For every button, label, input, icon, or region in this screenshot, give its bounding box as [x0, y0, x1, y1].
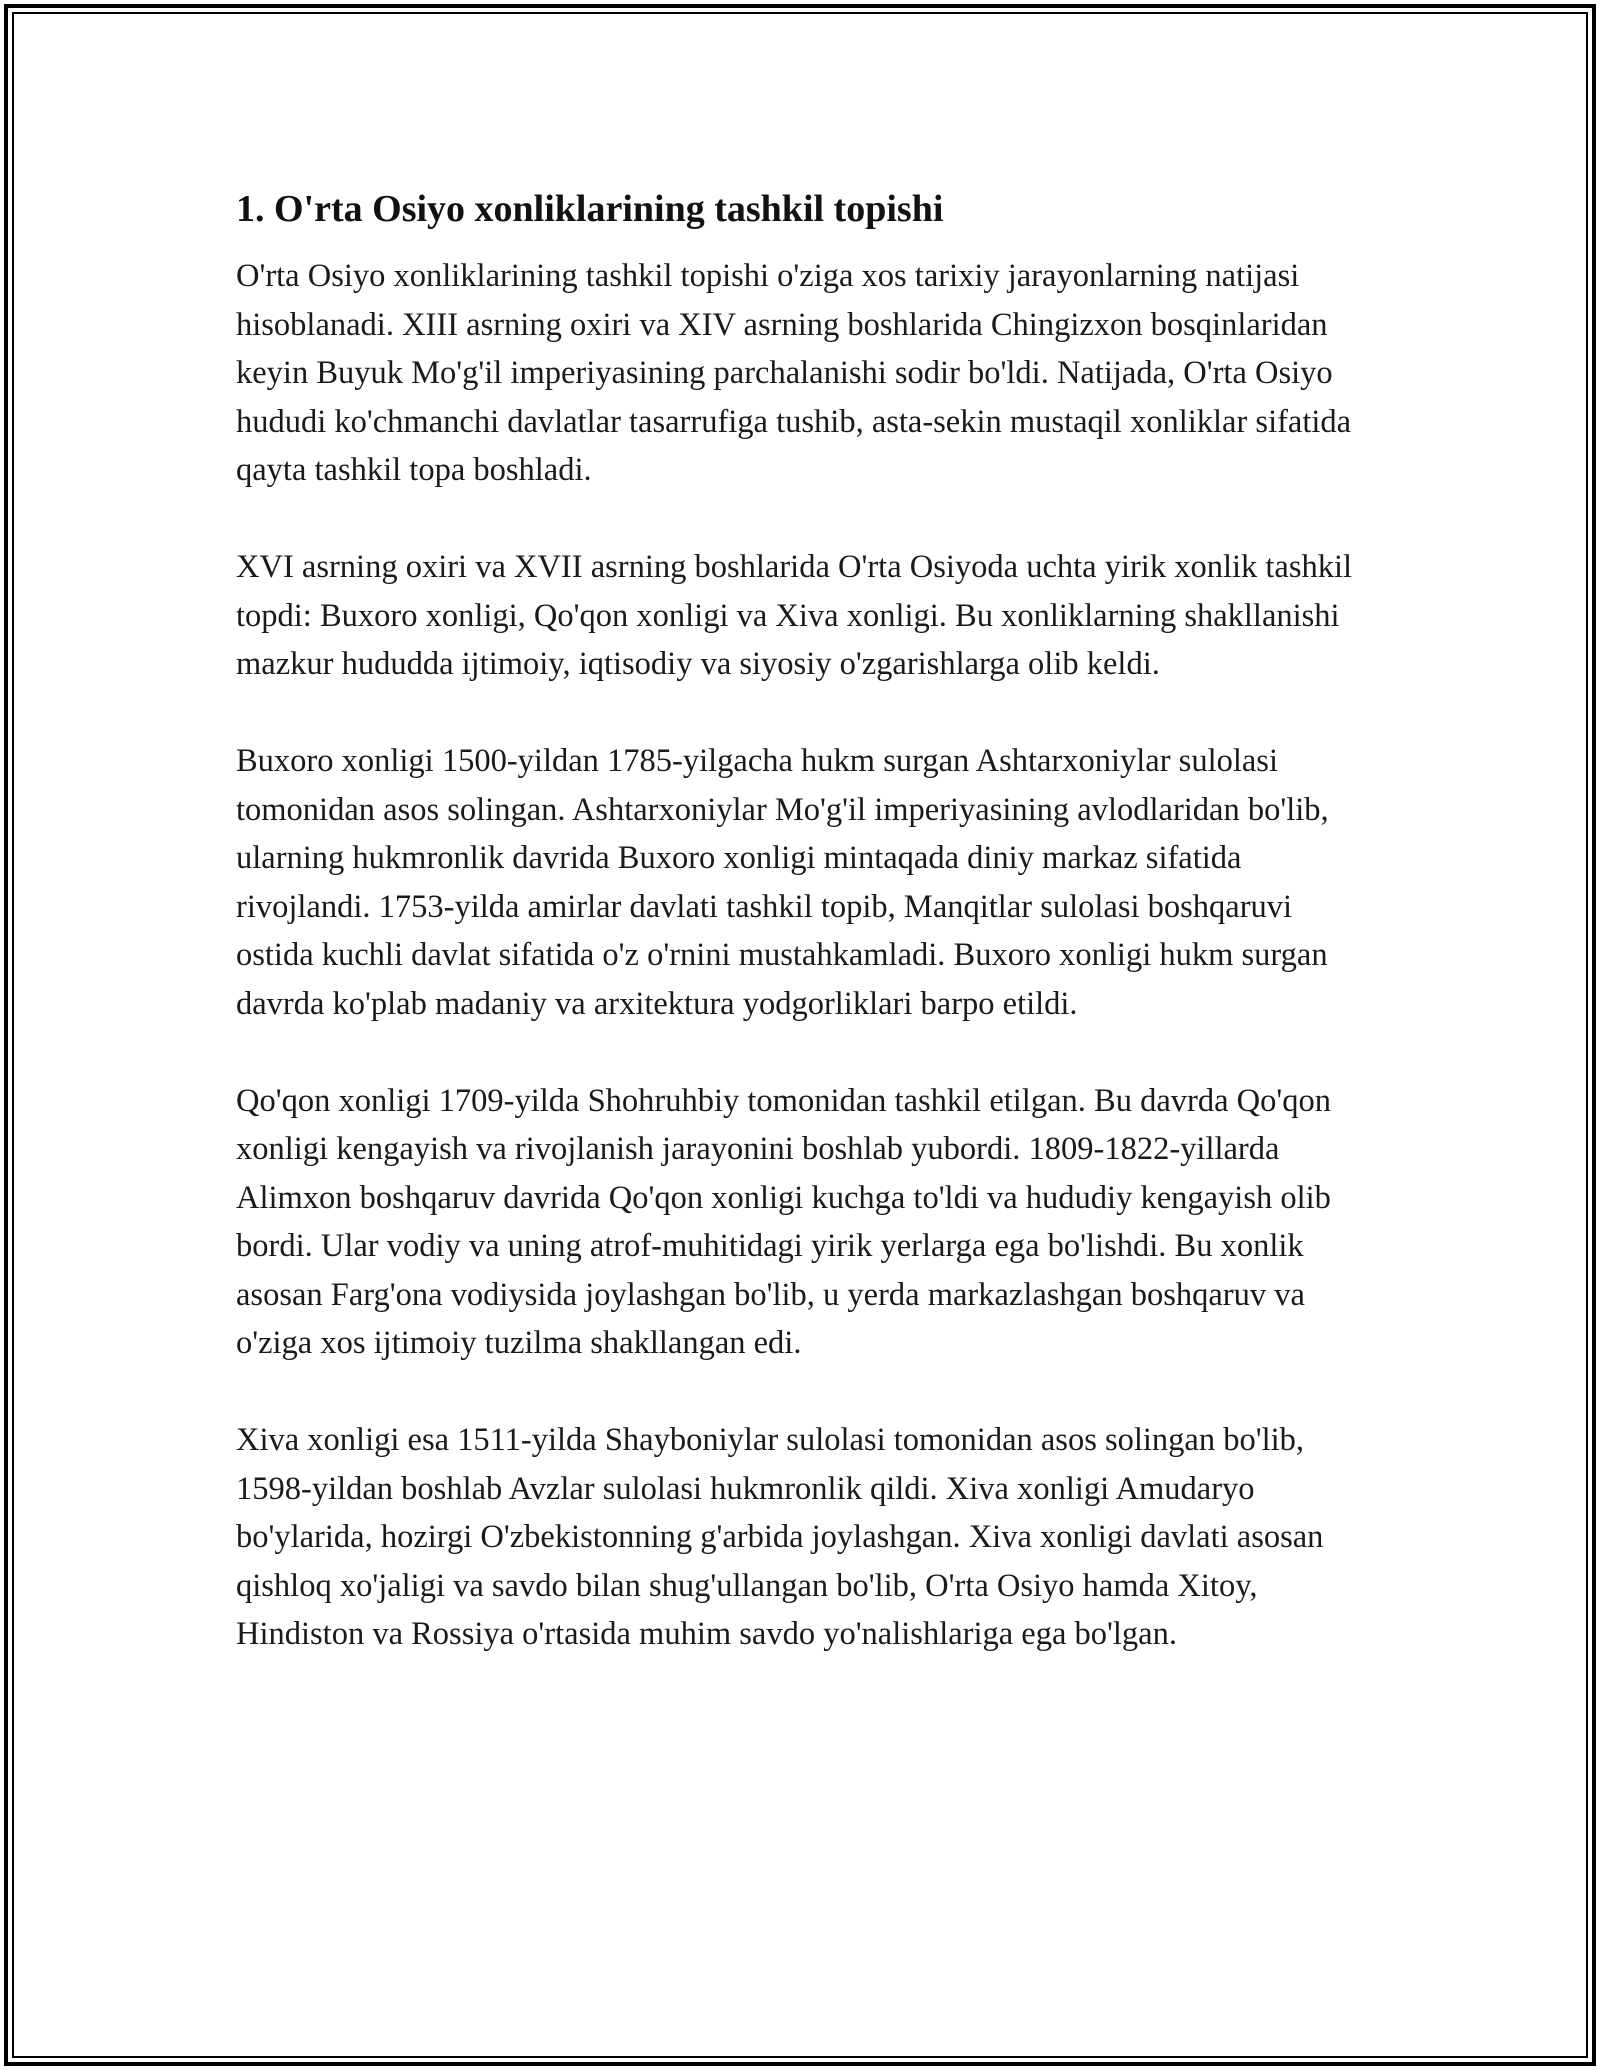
section-heading: 1. O'rta Osiyo xonliklarining tashkil topishi — [236, 188, 944, 230]
paragraph-bukhara: Buxoro xonligi 1500-yildan 1785-yilgacha hukm surgan Ashtarxoniylar sulolasi tomonidan asos solingan. Ashtarxoniylar Mo'g'il imperiyasining avlodlaridan bo'lib, ularning hukmronlik davrida Buxoro xonligi mintaqada diniy markaz sifatida rivojlandi. 1753-yilda amirlar davlati tashkil topib, Manqitlar sulolasi boshqaruvi ostida kuchli davlat sifatida o'z o'rnini mustahkamladi. Buxoro xonligi hukm surgan davrda ko'plab madaniy va arxitektura yodgorliklari barpo etildi. — [236, 743, 1329, 1022]
paragraph-khiva: Xiva xonligi esa 1511-yilda Shayboniylar sulolasi tomonidan asos solingan bo'lib, 1598-yildan boshlab Avzlar sulolasi hukmronlik qildi. Xiva xonligi Amudaryo bo'ylarida, hozirgi O'zbekistonning g'arbida joylashgan. Xiva xonligi davlati asosan qishloq xo'jaligi va savdo bilan shug'ullangan bo'lib, O'rta Osiyo hamda Xitoy, Hindiston va Rossiya o'rtasida muhim savdo yo'nalishlariga ega bo'lgan. — [236, 1422, 1324, 1652]
document-body — [236, 186, 1366, 1659]
paragraph-intro: O'rta Osiyo xonliklarining tashkil topishi o'ziga xos tarixiy jarayonlarning natijasi hisoblanadi. XIII asrning oxiri va XIV asrning boshlarida Chingizxon bosqinlaridan keyin Buyuk Mo'g'il imperiyasining parchalanishi sodir bo'ldi. Natijada, O'rta Osiyo hududi ko'chmanchi davlatlar tasarrufiga tushib, asta-sekin mustaqil xonliklar sifatida qayta tashkil topa boshladi. — [236, 258, 1352, 488]
paragraph-kokand: Qo'qon xonligi 1709-yilda Shohruhbiy tomonidan tashkil etilgan. Bu davrda Qo'qon xonligi kengayish va rivojlanish jarayonini boshlab yubordi. 1809-1822-yillarda Alimxon boshqaruv davrida Qo'qon xonligi kuchga to'ldi va hududiy kengayish olib bordi. Ular vodiy va uning atrof-muhitidagi yirik yerlarga ega bo'lishdi. Bu xonlik asosan Farg'ona vodiysida joylashgan bo'lib, u yerda markazlashgan boshqaruv va o'ziga xos ijtimoiy tuzilma shakllangan edi. — [236, 1082, 1331, 1361]
paragraph-three-khanates: XVI asrning oxiri va XVII asrning boshlarida O'rta Osiyoda uchta yirik xonlik tashkil topdi: Buxoro xonligi, Qo'qon xonligi va Xiva xonligi. Bu xonliklarning shakllanishi mazkur hududda ijtimoiy, iqtisodiy va siyosiy o'zgarishlarga olib keldi. — [236, 549, 1353, 682]
